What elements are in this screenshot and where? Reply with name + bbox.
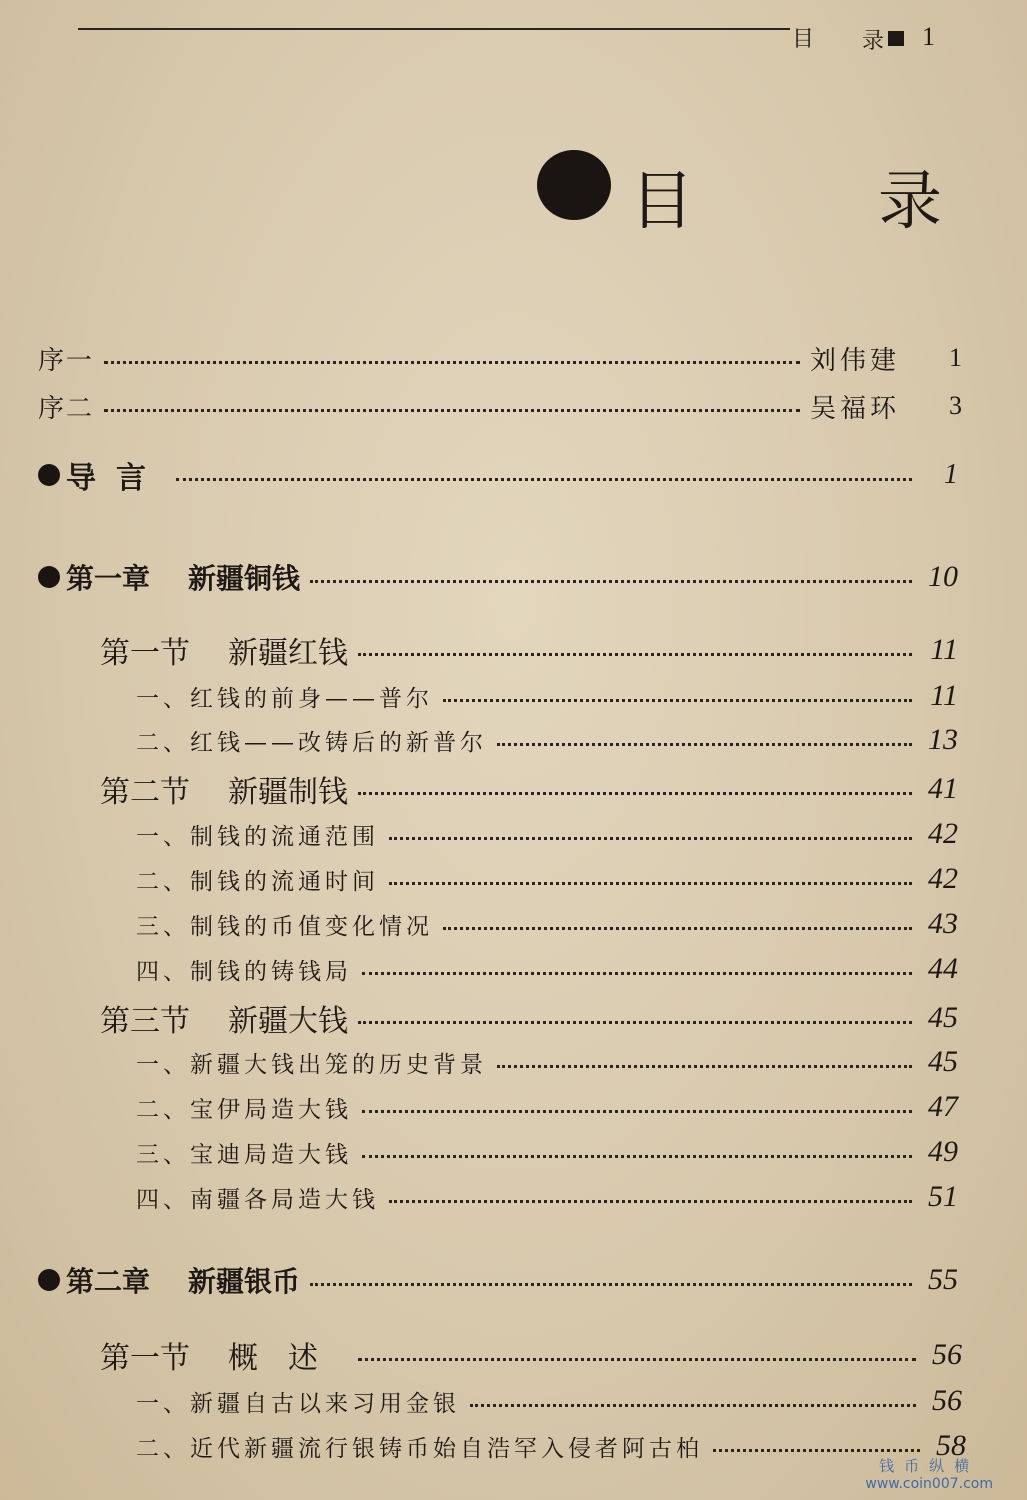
dot-leader <box>104 409 800 412</box>
dot-leader <box>310 580 912 583</box>
item-label: 四、南疆各局造大钱 <box>136 1186 379 1213</box>
toc-item[interactable] <box>136 1175 958 1219</box>
preface-label: 序二 <box>38 393 95 424</box>
item-label: 一、制钱的流通范围 <box>136 823 379 850</box>
item-label: 三、宝迪局造大钱 <box>136 1141 352 1168</box>
page-title-char-1: 目 <box>630 165 694 239</box>
dot-leader <box>358 1021 912 1024</box>
dot-leader <box>713 1449 920 1452</box>
toc-chapter-1[interactable] <box>38 555 958 599</box>
header-square-icon <box>888 31 904 46</box>
dot-leader <box>497 1065 912 1068</box>
item-label: 一、新疆大钱出笼的历史背景 <box>136 1051 487 1078</box>
page-number: 45 <box>928 1045 958 1078</box>
site-watermark <box>865 1455 993 1492</box>
toc-preface-1[interactable] <box>38 336 962 380</box>
header-rule <box>78 28 790 30</box>
bullet-icon <box>38 464 60 486</box>
page-number: 42 <box>928 817 958 850</box>
dot-leader <box>389 1200 912 1203</box>
bullet-icon <box>38 566 60 588</box>
dot-leader <box>358 792 912 795</box>
dot-leader <box>389 882 912 885</box>
section-number: 第二节 <box>100 775 190 810</box>
page-number: 1 <box>944 459 958 490</box>
page-number: 11 <box>930 633 958 666</box>
page-number: 55 <box>928 1263 958 1296</box>
toc-section-2-1[interactable] <box>100 1333 962 1377</box>
page-number: 1 <box>949 343 962 372</box>
title-bullet-icon <box>537 150 611 220</box>
toc-item[interactable] <box>136 812 958 856</box>
page-number: 47 <box>928 1090 958 1123</box>
dot-leader <box>310 1283 912 1286</box>
bullet-icon <box>38 1269 60 1291</box>
toc-item[interactable] <box>136 1040 958 1084</box>
toc-item[interactable] <box>136 1379 962 1423</box>
dot-leader <box>497 743 912 746</box>
dot-leader <box>362 1110 912 1113</box>
watermark-title: 钱币纵横 <box>879 1457 980 1475</box>
header-page-number: 1 <box>922 22 935 51</box>
page-title-char-2: 录 <box>878 165 942 239</box>
page-number: 45 <box>928 1001 958 1034</box>
toc-chapter-2[interactable] <box>38 1258 958 1302</box>
page-number: 42 <box>928 862 958 895</box>
preface-author: 吴福环 <box>809 393 900 424</box>
dot-leader <box>358 653 912 656</box>
preface-label: 序一 <box>38 345 95 376</box>
toc-item[interactable] <box>136 718 958 762</box>
toc-item[interactable] <box>136 857 958 901</box>
chapter-number: 第二章 <box>66 1265 151 1298</box>
dot-leader <box>443 699 912 702</box>
section-title: 新疆制钱 <box>228 775 348 810</box>
chapter-number: 第一章 <box>66 562 151 595</box>
dot-leader <box>389 837 912 840</box>
dot-leader <box>176 478 912 481</box>
item-label: 一、红钱的前身——普尔 <box>136 685 433 712</box>
toc-item[interactable] <box>136 1130 958 1174</box>
toc-item[interactable] <box>136 902 958 946</box>
page-number: 58 <box>936 1429 966 1462</box>
page-number: 3 <box>949 391 962 420</box>
preface-author: 刘伟建 <box>809 345 900 376</box>
dot-leader <box>104 361 800 364</box>
page-number: 51 <box>928 1180 958 1213</box>
section-number: 第一节 <box>100 636 190 671</box>
chapter-title: 新疆银币 <box>188 1265 301 1298</box>
chapter-title: 新疆铜钱 <box>188 562 301 595</box>
section-number: 第一节 <box>100 1341 190 1376</box>
item-label: 二、近代新疆流行银铸币始自浩罕入侵者阿古柏 <box>136 1435 703 1462</box>
intro-label: 导言 <box>66 461 166 496</box>
page-number: 10 <box>928 560 958 593</box>
toc-preface-2[interactable] <box>38 384 962 428</box>
item-label: 二、宝伊局造大钱 <box>136 1096 352 1123</box>
toc-item[interactable] <box>136 1085 958 1129</box>
running-header-right: 录 <box>862 29 885 54</box>
toc-item[interactable] <box>136 947 958 991</box>
running-header-left: 目 <box>792 27 815 52</box>
toc-item[interactable] <box>136 1424 966 1468</box>
page-number: 13 <box>928 723 958 756</box>
page-number: 44 <box>928 952 958 985</box>
watermark-url: www.coin007.com <box>865 1476 993 1492</box>
section-title: 新疆红钱 <box>228 636 348 671</box>
page-number: 56 <box>932 1384 962 1417</box>
item-label: 三、制钱的币值变化情况 <box>136 913 433 940</box>
dot-leader <box>358 1358 916 1361</box>
page-number: 56 <box>932 1338 962 1371</box>
dot-leader <box>443 927 912 930</box>
page-number: 43 <box>928 907 958 940</box>
toc-introduction[interactable] <box>38 453 958 497</box>
page-number: 49 <box>928 1135 958 1168</box>
dot-leader <box>362 1155 912 1158</box>
dot-leader <box>362 972 912 975</box>
section-title: 概述 <box>228 1341 348 1376</box>
item-label: 四、制钱的铸钱局 <box>136 958 352 985</box>
item-label: 二、红钱——改铸后的新普尔 <box>136 729 487 756</box>
dot-leader <box>470 1404 916 1407</box>
page-number: 41 <box>928 772 958 805</box>
toc-item[interactable] <box>136 674 958 718</box>
section-title: 新疆大钱 <box>228 1004 348 1039</box>
toc-section-1-3[interactable] <box>100 996 958 1040</box>
item-label: 二、制钱的流通时间 <box>136 868 379 895</box>
section-number: 第三节 <box>100 1004 190 1039</box>
page-number: 11 <box>930 679 958 712</box>
toc-section-1-1[interactable] <box>100 628 958 672</box>
item-label: 一、新疆自古以来习用金银 <box>136 1390 460 1417</box>
toc-section-1-2[interactable] <box>100 767 958 811</box>
